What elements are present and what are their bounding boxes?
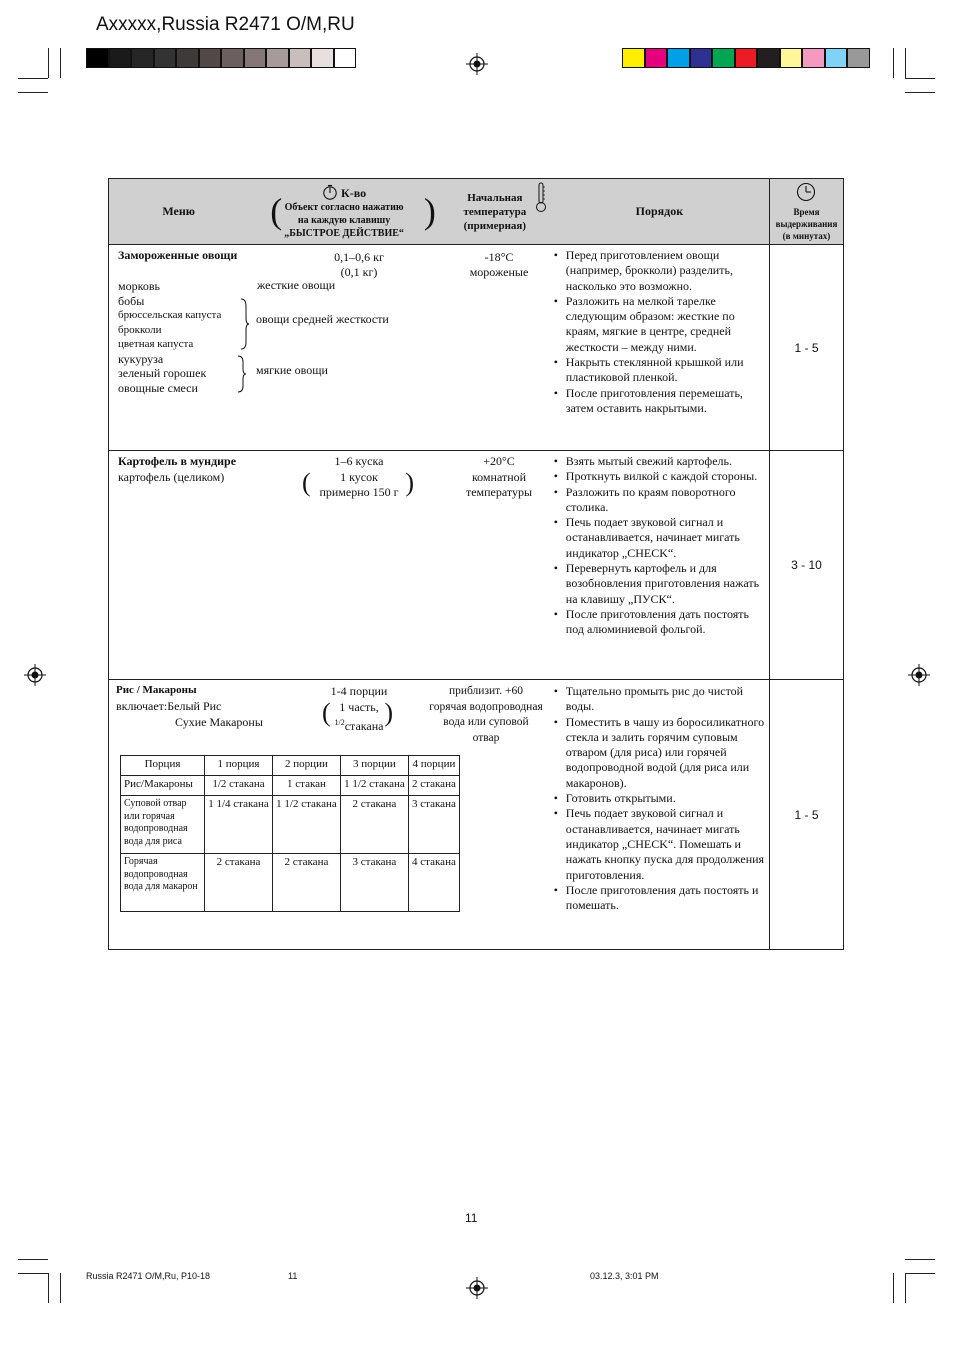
- color-swatch: [131, 48, 154, 68]
- color-swatch: [289, 48, 312, 68]
- brace-icon: [240, 298, 250, 350]
- portions-cell: 2 стакана: [340, 796, 408, 854]
- footer-date: 03.12.3, 3:01 PM: [590, 1271, 659, 1281]
- veg-items-list: морковь бобы брюссельская капуста брокколи цветная капуста кукуруза зеленый горошек овощные смеси: [118, 279, 222, 395]
- portions-cell: 3 стакана: [340, 854, 408, 912]
- potato-steps-list: [552, 454, 765, 638]
- color-swatch: [622, 48, 645, 68]
- timer-icon: [322, 184, 338, 200]
- portions-row-rice: [121, 776, 460, 796]
- veg-steps-cell: [550, 245, 770, 451]
- crop-mark: [18, 1259, 48, 1260]
- paren-right: ): [384, 698, 393, 727]
- paren-right: ): [405, 468, 414, 497]
- potato-quantity: 1–6 куска 1 кусок примерно 150 г ( ): [302, 454, 414, 499]
- portions-cell: 2 стакана: [272, 854, 340, 912]
- rice-includes: включает:Белый Рис: [116, 699, 222, 713]
- step-item: • Тщательно промыть рис до чистой воды.: [552, 684, 765, 715]
- portions-cell: 1 1/2 стакана: [272, 796, 340, 854]
- potato-steps-cell: [550, 451, 770, 680]
- step-item: • Накрыть стеклянной крышкой или пластиковой пленкой.: [552, 355, 765, 386]
- step-item: • Перевернуть картофель и для возобновления приготовления нажать на клавишу „ПУСК“.: [552, 561, 765, 607]
- portions-cell: 1 стакан: [272, 776, 340, 796]
- veg-time: 1 - 5: [769, 245, 843, 451]
- crop-mark: [905, 1259, 935, 1260]
- rice-temperature: приблизит. +60 горячая водопроводная вода или суповой отвар: [429, 685, 543, 744]
- step-item: • Разложить на мелкой тарелке следующим образом: жесткие по краям, мягкие в центре, средней жесткости – между ними.: [552, 294, 765, 355]
- paren-right: ): [423, 191, 436, 231]
- color-swatch: [712, 48, 735, 68]
- portions-row-label: Горячая водопроводная вода для макарон: [121, 854, 205, 912]
- step-item: • После приготовления дать постоять под алюминиевой фольгой.: [552, 607, 765, 638]
- veg-left-cell: [109, 245, 550, 451]
- portions-cell: 1/2 стакана: [205, 776, 273, 796]
- portions-cell: 2 стакана: [408, 776, 459, 796]
- color-swatch: [667, 48, 690, 68]
- color-swatch: [735, 48, 758, 68]
- clock-icon: [796, 182, 816, 202]
- rice-time: 1 - 5: [769, 680, 843, 950]
- portions-row-label: Суповой отвар или горячая водопроводная вода для риса: [121, 796, 205, 854]
- header-menu: Меню: [109, 179, 249, 245]
- color-swatch: [847, 48, 870, 68]
- crop-mark: [905, 1273, 906, 1303]
- veg-title: Замороженные овощи: [118, 248, 238, 262]
- rice-steps-list: [552, 684, 765, 913]
- footer-page: 11: [288, 1271, 298, 1281]
- portions-cell: 1 1/4 стакана: [205, 796, 273, 854]
- page-number: 11: [465, 1211, 478, 1225]
- cooking-table: [108, 178, 844, 950]
- step-item: • Поместить в чашу из боросиликатного стекла и залить горячим суповым отваром (для риса) или горячей водопроводной водой (для риса или макаронов).: [552, 715, 765, 791]
- portions-header-cell: 3 порции: [340, 756, 408, 776]
- step-item: • Печь подает звуковой сигнал и останавливается, начинает мигать индикатор „CHECK“. Помешать и нажать кнопку пуска для продолжения приготовления.: [552, 806, 765, 882]
- color-swatch: [176, 48, 199, 68]
- crop-mark: [905, 1273, 935, 1274]
- step-item: • Взять мытый свежий картофель.: [552, 454, 765, 469]
- thermometer-icon: [534, 181, 548, 213]
- crop-mark: [18, 92, 48, 93]
- color-swatch: [86, 48, 109, 68]
- crop-mark: [48, 48, 49, 78]
- color-swatch: [311, 48, 334, 68]
- header-time: Время выдерживания (в минутах): [769, 179, 843, 245]
- color-swatch: [266, 48, 289, 68]
- portions-header-cell: 4 порции: [408, 756, 459, 776]
- color-swatch: [221, 48, 244, 68]
- potato-title: Картофель в мундире: [118, 454, 237, 468]
- step-item: • Разложить по краям поворотного столика.: [552, 485, 765, 516]
- step-item: • После приготовления дать постоять и помешать.: [552, 883, 765, 914]
- step-item: • Перед приготовлением овощи (например, брокколи) разделить, насколько это возможно.: [552, 248, 765, 294]
- portions-table: [120, 755, 460, 912]
- potato-time: 3 - 10: [769, 451, 843, 680]
- color-swatch: [334, 48, 357, 68]
- rice-steps-cell: [550, 680, 770, 950]
- crop-mark: [18, 78, 48, 79]
- color-swatch: [244, 48, 267, 68]
- header-temperature: Начальная температура (примерная): [440, 179, 550, 245]
- crop-mark: [60, 48, 61, 78]
- potato-temperature: +20°C комнатной температуры: [465, 454, 533, 499]
- table-row-potatoes: [109, 451, 844, 680]
- crop-mark: [893, 48, 894, 78]
- veg-temperature: -18°C мороженые: [469, 250, 529, 279]
- registration-mark-icon: [466, 1277, 488, 1299]
- step-item: • Готовить открытыми.: [552, 791, 765, 806]
- potato-subtitle: картофель (целиком): [118, 470, 225, 484]
- crop-mark: [48, 1273, 49, 1303]
- rice-includes-2: Сухие Макароны: [175, 715, 263, 729]
- crop-mark: [905, 78, 935, 79]
- veg-quantity: 0,1–0,6 кг (0,1 кг): [334, 250, 384, 279]
- footer-filename: Russia R2471 O/M,Ru, P10-18: [86, 1271, 211, 1281]
- crop-mark: [18, 1273, 48, 1274]
- step-item: • Печь подает звуковой сигнал и останавливается, начинает мигать индикатор „CHECK“.: [552, 515, 765, 561]
- color-swatch: [825, 48, 848, 68]
- color-swatch: [780, 48, 803, 68]
- registration-mark-icon: [466, 53, 488, 75]
- veg-medium-label: овощи средней жесткости: [256, 312, 389, 326]
- portions-header-row: [121, 756, 460, 776]
- portions-cell: 4 стакана: [408, 854, 459, 912]
- step-item: • После приготовления перемешать, затем оставить накрытыми.: [552, 386, 765, 417]
- grayscale-color-bar: [86, 48, 356, 68]
- portions-row-water: [121, 854, 460, 912]
- portions-row-broth: [121, 796, 460, 854]
- color-swatch: [690, 48, 713, 68]
- registration-mark-icon: [24, 664, 46, 686]
- potato-left-cell: [109, 451, 550, 680]
- color-swatch: [802, 48, 825, 68]
- paren-left: (: [302, 468, 311, 497]
- header-order: Порядок: [550, 179, 770, 245]
- portions-cell: 1 1/2 стакана: [340, 776, 408, 796]
- registration-mark-icon: [908, 664, 930, 686]
- crop-mark: [905, 48, 906, 78]
- portions-header-cell: 2 порции: [272, 756, 340, 776]
- portions-header-cell: 1 порция: [205, 756, 273, 776]
- veg-soft-label: мягкие овощи: [256, 363, 328, 377]
- rice-left-cell: [109, 680, 550, 950]
- color-swatch: [154, 48, 177, 68]
- portions-row-label: Рис/Макароны: [121, 776, 205, 796]
- step-item: • Проткнуть вилкой с каждой стороны.: [552, 469, 765, 484]
- paren-left: (: [270, 191, 283, 231]
- color-swatch: [645, 48, 668, 68]
- table-header-row: [109, 179, 844, 245]
- portions-cell: 3 стакана: [408, 796, 459, 854]
- paren-left: (: [322, 698, 331, 727]
- document-header-title: Axxxxx,Russia R2471 O/M,RU: [96, 14, 355, 35]
- veg-steps-list: [552, 248, 765, 416]
- table-row-frozen-vegetables: [109, 245, 844, 451]
- brace-icon: [237, 355, 247, 393]
- color-swatch: [199, 48, 222, 68]
- crop-mark: [893, 1273, 894, 1303]
- color-swatch: [109, 48, 132, 68]
- crop-mark: [905, 92, 935, 93]
- color-swatch: [757, 48, 780, 68]
- process-color-bar: [622, 48, 870, 68]
- rice-quantity: 1-4 порции 1 часть, $^{1/2}$стакана ( ): [322, 684, 393, 733]
- portions-header-cell: Порция: [121, 756, 205, 776]
- table-row-rice-pasta: [109, 680, 844, 950]
- veg-hard-label: жесткие овощи: [257, 278, 336, 292]
- portions-cell: 2 стакана: [205, 854, 273, 912]
- rice-title: Рис / Макароны: [116, 684, 197, 696]
- header-quantity: ( ) К-во Объект согласно нажатию на каждую клавишу „БЫСТРОЕ ДЕЙСТВИЕ“: [248, 179, 440, 245]
- crop-mark: [60, 1273, 61, 1303]
